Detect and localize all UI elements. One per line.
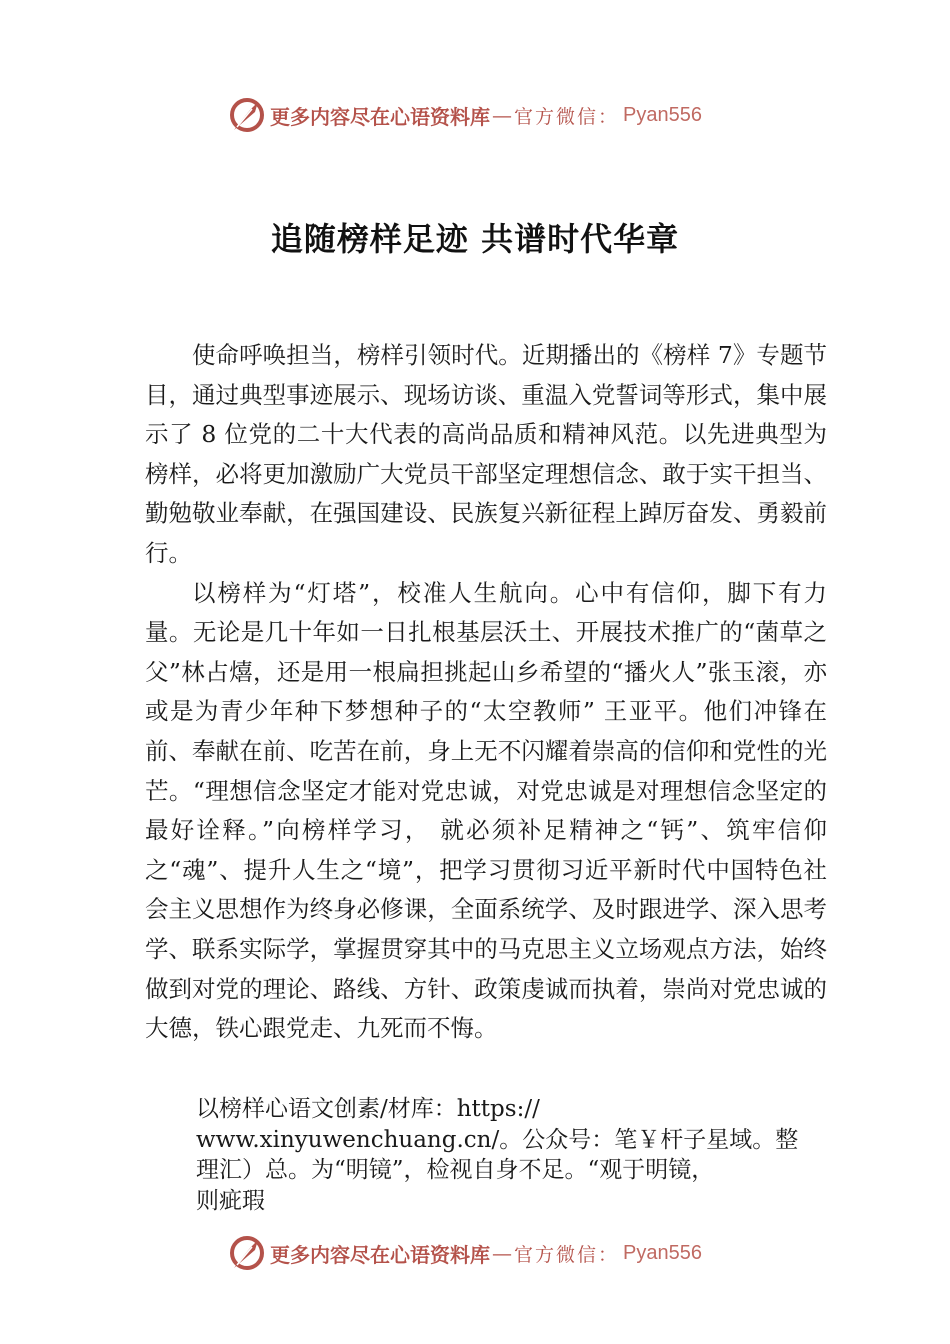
source-line: 则疵瑕 bbox=[196, 1187, 265, 1214]
article-paragraph: 以榜样为“灯塔”，校准人生航向。心中有信仰，脚下有力量。无论是几十年如一日扎根基层沃土、开展技术推广的“菌草之父”林占熺，还是用一根扁担挑起山乡希望的“播火人”张玉滚，亦或是为青少年种下梦想种子的“太空教师” 王亚平。他们冲锋在前、奉献在前、吃苦在前，身上无不闪耀着崇高的信仰和党性的光芒。“理想信念坚定才能对党忠诚，对党忠诚是对理想信念坚定的最好诠释。”向榜样学习， 就必须补足精神之“钙”、筑牢信仰之“魂”、提升人生之“境”，把学习贯彻习近平新时代中国特色社会主义思想作为终身必修课，全面系统学、及时跟进学、深入思考学、联系实际学，掌握贯穿其中的马克思主义立场观点方法，始终做到对党的理论、路线、方针、政策虔诚而执着，崇尚对党忠诚的大德，铁心跟党走、九死而不悔。 bbox=[145, 578, 827, 1043]
footer-brand-text: 更多内容尽在心语资料库 bbox=[270, 1242, 490, 1267]
source-line: www.xinyuwenchuang.cn/。公众号：笔￥杆子星域。整 bbox=[196, 1126, 799, 1153]
article-body bbox=[145, 336, 827, 1049]
source-line: 以榜样心语文创素/材库：https:// bbox=[196, 1096, 540, 1122]
footer-official-wechat-label: 官方微信： bbox=[514, 1243, 620, 1266]
article-paragraph: 使命呼唤担当，榜样引领时代。近期播出的《榜样 7》专题节目，通过典型事迹展示、现场访谈、重温入党誓词等形式，集中展示了 8 位党的二十大代表的高尚品质和精神风范。以先进典型为榜样，必将更加激励广大党员干部坚定理想信念、敢于实干担当、勤勉敬业奉献，在强国建设、民族复兴新征程上踔厉奋发、勇毅前行。 bbox=[145, 341, 827, 567]
footer-dash: — bbox=[492, 1241, 512, 1265]
quill-pen-logo-icon bbox=[228, 1234, 266, 1272]
source-note bbox=[196, 1094, 826, 1216]
article-title: 追随榜样足迹 共谱时代华章 bbox=[270, 220, 680, 258]
header-banner bbox=[228, 95, 702, 135]
header-wechat-id: Pyan556 bbox=[623, 103, 702, 126]
header-dash: — bbox=[492, 103, 512, 127]
quill-pen-logo-icon bbox=[228, 96, 266, 134]
header-brand-text: 更多内容尽在心语资料库 bbox=[270, 104, 490, 129]
footer-banner bbox=[228, 1233, 702, 1273]
source-line: 理汇）总。为“明镜”，检视自身不足。“观于明镜， bbox=[196, 1157, 715, 1183]
header-official-wechat-label: 官方微信： bbox=[514, 105, 620, 128]
footer-wechat-id: Pyan556 bbox=[623, 1241, 702, 1264]
